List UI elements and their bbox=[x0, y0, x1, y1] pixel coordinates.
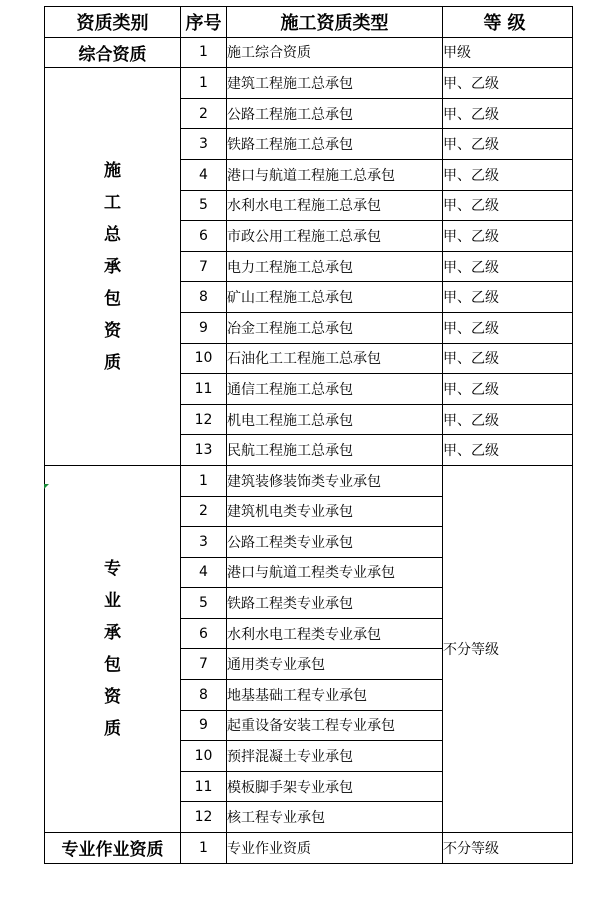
grade-cell: 甲、乙级 bbox=[443, 374, 573, 405]
seq-cell: 7 bbox=[181, 649, 227, 680]
type-cell: 市政公用工程施工总承包 bbox=[227, 221, 443, 252]
grade-cell: 甲、乙级 bbox=[443, 343, 573, 374]
seq-cell: 1 bbox=[181, 833, 227, 864]
seq-cell: 8 bbox=[181, 680, 227, 711]
category-char: 承 bbox=[104, 256, 121, 277]
type-cell: 冶金工程施工总承包 bbox=[227, 312, 443, 343]
category-char: 资 bbox=[104, 686, 121, 707]
header-grade: 等级 bbox=[443, 7, 573, 38]
header-seq: 序号 bbox=[181, 7, 227, 38]
type-cell: 公路工程类专业承包 bbox=[227, 527, 443, 558]
grade-cell: 甲、乙级 bbox=[443, 282, 573, 313]
type-cell: 专业作业资质 bbox=[227, 833, 443, 864]
type-cell: 核工程专业承包 bbox=[227, 802, 443, 833]
grade-cell: 甲、乙级 bbox=[443, 98, 573, 129]
type-cell: 施工综合资质 bbox=[227, 37, 443, 68]
category-char: 施 bbox=[104, 160, 121, 181]
category-comprehensive: 综合资质 bbox=[45, 37, 181, 68]
category-char: 包 bbox=[104, 288, 121, 309]
grade-cell: 甲、乙级 bbox=[443, 404, 573, 435]
seq-cell: 3 bbox=[181, 527, 227, 558]
type-cell: 水利水电工程施工总承包 bbox=[227, 190, 443, 221]
seq-cell: 1 bbox=[181, 465, 227, 496]
seq-cell: 9 bbox=[181, 710, 227, 741]
table-row bbox=[45, 465, 573, 496]
grade-cell: 甲、乙级 bbox=[443, 251, 573, 282]
seq-cell: 10 bbox=[181, 343, 227, 374]
seq-cell: 7 bbox=[181, 251, 227, 282]
grade-cell: 甲、乙级 bbox=[443, 435, 573, 466]
type-cell: 通信工程施工总承包 bbox=[227, 374, 443, 405]
grade-cell: 不分等级 bbox=[443, 833, 573, 864]
grade-cell: 甲、乙级 bbox=[443, 159, 573, 190]
seq-cell: 5 bbox=[181, 588, 227, 619]
category-char: 总 bbox=[104, 224, 121, 245]
seq-cell: 1 bbox=[181, 37, 227, 68]
seq-cell: 2 bbox=[181, 98, 227, 129]
type-cell: 建筑机电类专业承包 bbox=[227, 496, 443, 527]
type-cell: 机电工程施工总承包 bbox=[227, 404, 443, 435]
type-cell: 港口与航道工程施工总承包 bbox=[227, 159, 443, 190]
seq-cell: 10 bbox=[181, 741, 227, 772]
header-type: 施工资质类型 bbox=[227, 7, 443, 38]
seq-cell: 12 bbox=[181, 404, 227, 435]
type-cell: 民航工程施工总承包 bbox=[227, 435, 443, 466]
type-cell: 预拌混凝土专业承包 bbox=[227, 741, 443, 772]
seq-cell: 12 bbox=[181, 802, 227, 833]
type-cell: 水利水电工程类专业承包 bbox=[227, 618, 443, 649]
category-general-contracting bbox=[45, 68, 181, 466]
category-char: 资 bbox=[104, 320, 121, 341]
type-cell: 地基基础工程专业承包 bbox=[227, 680, 443, 711]
category-char: 业 bbox=[104, 590, 121, 611]
seq-cell: 13 bbox=[181, 435, 227, 466]
seq-cell: 9 bbox=[181, 312, 227, 343]
seq-cell: 4 bbox=[181, 159, 227, 190]
grade-cell: 甲、乙级 bbox=[443, 190, 573, 221]
header-row bbox=[45, 7, 573, 38]
header-category: 资质类别 bbox=[45, 7, 181, 38]
category-char: 包 bbox=[104, 654, 121, 675]
type-cell: 铁路工程类专业承包 bbox=[227, 588, 443, 619]
grade-cell: 甲、乙级 bbox=[443, 312, 573, 343]
category-specialty-contracting bbox=[45, 465, 181, 832]
table-row bbox=[45, 833, 573, 864]
seq-cell: 11 bbox=[181, 771, 227, 802]
type-cell: 模板脚手架专业承包 bbox=[227, 771, 443, 802]
seq-cell: 5 bbox=[181, 190, 227, 221]
grade-cell: 甲、乙级 bbox=[443, 68, 573, 99]
category-char: 质 bbox=[104, 352, 121, 373]
category-char: 质 bbox=[104, 718, 121, 739]
seq-cell: 6 bbox=[181, 221, 227, 252]
type-cell: 矿山工程施工总承包 bbox=[227, 282, 443, 313]
type-cell: 电力工程施工总承包 bbox=[227, 251, 443, 282]
category-char: 专 bbox=[104, 558, 121, 579]
type-cell: 港口与航道工程类专业承包 bbox=[227, 557, 443, 588]
type-cell: 铁路工程施工总承包 bbox=[227, 129, 443, 160]
grade-cell: 甲、乙级 bbox=[443, 221, 573, 252]
grade-cell-merged: 不分等级 bbox=[443, 465, 573, 832]
grade-cell: 甲、乙级 bbox=[443, 129, 573, 160]
category-char: 承 bbox=[104, 622, 121, 643]
grade-cell: 甲级 bbox=[443, 37, 573, 68]
type-cell: 通用类专业承包 bbox=[227, 649, 443, 680]
type-cell: 建筑装修装饰类专业承包 bbox=[227, 465, 443, 496]
seq-cell: 1 bbox=[181, 68, 227, 99]
seq-cell: 6 bbox=[181, 618, 227, 649]
seq-cell: 3 bbox=[181, 129, 227, 160]
seq-cell: 2 bbox=[181, 496, 227, 527]
type-cell: 起重设备安装工程专业承包 bbox=[227, 710, 443, 741]
table-row bbox=[45, 68, 573, 99]
category-labor-operation: 专业作业资质 bbox=[45, 833, 181, 864]
table-row bbox=[45, 37, 573, 68]
type-cell: 建筑工程施工总承包 bbox=[227, 68, 443, 99]
seq-cell: 4 bbox=[181, 557, 227, 588]
seq-cell: 8 bbox=[181, 282, 227, 313]
type-cell: 石油化工工程施工总承包 bbox=[227, 343, 443, 374]
seq-cell: 11 bbox=[181, 374, 227, 405]
cell-comment-marker bbox=[44, 484, 49, 489]
type-cell: 公路工程施工总承包 bbox=[227, 98, 443, 129]
category-char: 工 bbox=[104, 192, 121, 213]
qualification-table bbox=[44, 6, 573, 864]
